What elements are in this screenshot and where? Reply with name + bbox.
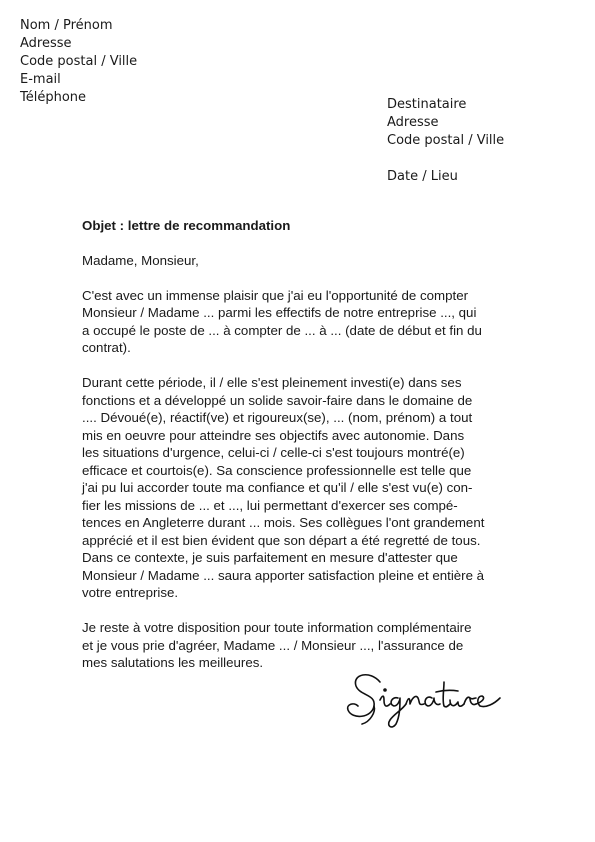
- paragraph-line: Monsieur / Madame ... saura apporter satisfaction pleine et entière à: [82, 567, 485, 583]
- paragraph-line: .... Dévoué(e), réactif(ve) et rigoureux(se), ... (nom, prénom) a tout: [82, 410, 473, 425]
- paragraph-details: [82, 374, 522, 602]
- paragraph-line: Monsieur / Madame ... parmi les effectifs de notre entreprise ..., qui: [82, 305, 477, 320]
- paragraph-line: Je reste à votre disposition pour toute information complémentaire: [82, 620, 472, 635]
- sender-name: Nom / Prénom: [20, 18, 113, 33]
- paragraph-line: Durant cette période, il / elle s'est pleinement investi(e) dans ses: [82, 375, 462, 390]
- paragraph-line: mis en oeuvre pour atteindre ses objectifs avec autonomie. Dans: [82, 427, 465, 443]
- recipient-address: Adresse: [387, 115, 439, 130]
- letter-subject: Objet : lettre de recommandation: [82, 218, 291, 233]
- sender-address: Adresse: [20, 36, 72, 51]
- paragraph-line: tences en Angleterre durant ... mois. Ses collègues l'ont grandement: [82, 515, 485, 530]
- sender-phone: Téléphone: [20, 90, 87, 105]
- paragraph-line: Dans ce contexte, je suis parfaitement en mesure d'attester que: [82, 550, 458, 565]
- paragraph-intro: [82, 287, 522, 357]
- paragraph-line: j'ai pu lui accorder toute ma confiance et qu'il / elle s'est vu(e) con-: [82, 480, 473, 495]
- paragraph-line: C'est avec un immense plaisir que j'ai eu l'opportunité de compter: [82, 287, 469, 303]
- signature-drawing: [340, 660, 510, 740]
- recipient-name: Destinataire: [387, 97, 467, 112]
- paragraph-line: a occupé le poste de ... à compter de ... à ... (date de début et fin du: [82, 322, 482, 338]
- paragraph-line: contrat).: [82, 340, 131, 355]
- recipient-postal-city: Code postal / Ville: [387, 133, 505, 148]
- letter-body: [82, 217, 522, 689]
- paragraph-line: votre entreprise.: [82, 585, 179, 600]
- letter-salutation: Madame, Monsieur,: [82, 252, 199, 268]
- paragraph-line: fonctions et a développé un solide savoir-faire dans le domaine de: [82, 392, 473, 408]
- sender-block: [20, 17, 137, 107]
- paragraph-line: apprécié et il est bien évident que son départ a été regretté de tous.: [82, 532, 481, 548]
- paragraph-line: mes salutations les meilleures.: [82, 655, 264, 670]
- paragraph-line: les situations d'urgence, celui-ci / celle-ci s'est toujours montré(e): [82, 445, 465, 460]
- signature: [340, 660, 510, 740]
- recipient-block: [387, 96, 504, 150]
- paragraph-line: fier les missions de ... et ..., lui permettant d'exercer ses compé-: [82, 497, 458, 513]
- sender-email: E-mail: [20, 72, 61, 87]
- date-place: Date / Lieu: [387, 169, 458, 184]
- sender-postal-city: Code postal / Ville: [20, 54, 138, 69]
- paragraph-line: et je vous prie d'agréer, Madame ... / Monsieur ..., l'assurance de: [82, 637, 464, 653]
- paragraph-line: efficace et courtois(e). Sa conscience professionnelle est telle que: [82, 462, 472, 478]
